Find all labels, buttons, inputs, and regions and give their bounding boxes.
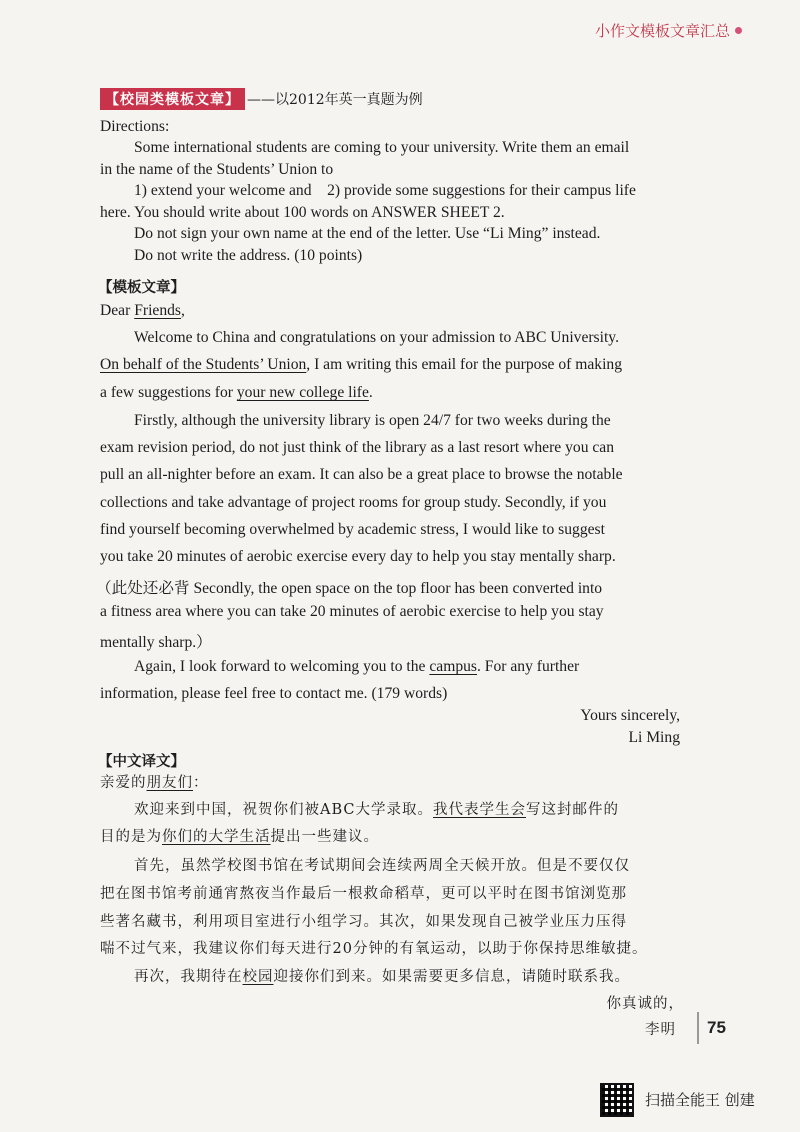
letter-p3-line: information, please feel free to contact me. (179 words): [100, 685, 448, 702]
header-dot-icon: [735, 27, 742, 34]
letter-p1-line: [100, 356, 622, 374]
letter-p2-line: （此处还必背 Secondly, the open space on the top floor has been converted into: [96, 580, 603, 597]
translation-signature: 李明: [645, 1022, 676, 1038]
directions-line: Do not sign your own name at the end of the letter. Use “Li Ming” instead.: [134, 225, 601, 242]
letter-p1-line: Welcome to China and congratulations on your admission to ABC University.: [134, 329, 619, 346]
page-number: 75: [707, 1018, 726, 1037]
translation-p1-line: [100, 825, 379, 846]
underlined-phrase: your new college life: [236, 384, 369, 401]
qr-code-icon: [600, 1083, 634, 1117]
letter-p2-line: pull an all-nighter before an exam. It can also be a great place to browse the notable: [100, 466, 623, 483]
template-heading: 【模板文章】: [98, 279, 185, 296]
text-run: 欢迎来到中国，祝贺你们被ABC大学录取。: [134, 802, 433, 818]
directions-line: in the name of the Students’ Union to: [100, 161, 334, 178]
directions-line: Do not write the address. (10 points): [134, 247, 363, 264]
underlined-phrase: 你们的大学生活: [162, 829, 271, 845]
salutation-name: Friends: [134, 302, 181, 319]
scanner-footer: [600, 1083, 790, 1117]
translation-p2-line: 把在图书馆考前通宵熬夜当作最后一根救命稻草，更可以平时在图书馆浏览那: [100, 886, 627, 902]
letter-salutation: [100, 302, 185, 320]
translation-p2-line: 首先，虽然学校图书馆在考试期间会连续两周全天候开放。但是不要仅仅: [134, 858, 630, 874]
underlined-phrase: 朋友们: [146, 775, 193, 791]
text-run: Again, I look forward to welcoming you to the: [134, 658, 430, 675]
translation-p1-line: [134, 798, 619, 819]
underlined-phrase: On behalf of the Students’ Union: [100, 356, 307, 373]
text-run: .: [368, 384, 373, 401]
letter-p2-line: you take 20 minutes of aerobic exercise every day to help you stay mentally sharp.: [100, 548, 616, 565]
translation-heading: 【中文译文】: [98, 753, 185, 770]
letter-signature: Li Ming: [628, 729, 680, 746]
watermark: [0, 160, 36, 249]
letter-p2-line: a fitness area where you can take 20 minutes of aerobic exercise to help you stay: [100, 603, 604, 620]
letter-p3-line: [134, 658, 579, 676]
directions-line: here. You should write about 100 words on ANSWER SHEET 2.: [100, 204, 505, 221]
section-tag-suffix: ——以2012年英一真题为例: [247, 92, 423, 108]
underlined-phrase: 校园: [242, 969, 274, 985]
letter-p2-line: mentally sharp.）: [100, 634, 212, 651]
page-number-divider: [697, 1012, 699, 1044]
text-run: 写这封邮件的: [526, 802, 619, 818]
letter-p2-line: Firstly, although the university library is open 24/7 for two weeks during the: [134, 412, 611, 429]
letter-p2-line: find yourself becoming overwhelmed by academic stress, I would like to suggest: [100, 521, 605, 538]
translation-salutation: [100, 771, 209, 792]
text-run: 迎接你们到来。如果需要更多信息，请随时联系我。: [273, 969, 630, 985]
letter-p2-line: exam revision period, do not just think of the library as a last resort where you can: [100, 439, 615, 456]
section-tag-line: [100, 88, 423, 110]
directions-line: Some international students are coming to your university. Write them an email: [134, 139, 630, 156]
underlined-phrase: campus: [429, 658, 477, 675]
text-run: . For any further: [477, 658, 580, 675]
directions-label: Directions:: [100, 118, 170, 135]
text-run: ：: [193, 775, 209, 791]
letter-p2-line: collections and take advantage of project rooms for group study. Secondly, if you: [100, 494, 607, 511]
text-run: 提出一些建议。: [270, 829, 379, 845]
translation-p3-line: [134, 965, 630, 986]
text-run: 亲爱的: [100, 775, 147, 791]
salutation-prefix: Dear: [100, 302, 135, 319]
section-tag: 【校园类模板文章】: [100, 88, 245, 110]
directions-line: 1) extend your welcome and 2) provide some suggestions for their campus life: [134, 182, 636, 199]
footer-text: 扫描全能王 创建: [645, 1091, 755, 1109]
text-run: a few suggestions for: [100, 384, 237, 401]
translation-p2-line: 喘不过气来，我建议你们每天进行20分钟的有氧运动，以助于你保持思维敏捷。: [100, 941, 648, 957]
translation-p2-line: 些著名藏书，利用项目室进行小组学习。其次，如果发现自己被学业压力压得: [100, 914, 627, 930]
underlined-phrase: 我代表学生会: [433, 802, 526, 818]
text-run: 目的是为: [100, 829, 162, 845]
text-run: 再次，我期待在: [134, 969, 243, 985]
text-run: , I am writing this email for the purpose of making: [306, 356, 623, 373]
salutation-comma: ,: [180, 302, 185, 319]
header-title: 小作文模板文章汇总: [594, 22, 730, 40]
letter-p1-line: [100, 384, 373, 402]
letter-closing: Yours sincerely,: [580, 707, 680, 724]
translation-closing: 你真诚的，: [606, 996, 684, 1012]
